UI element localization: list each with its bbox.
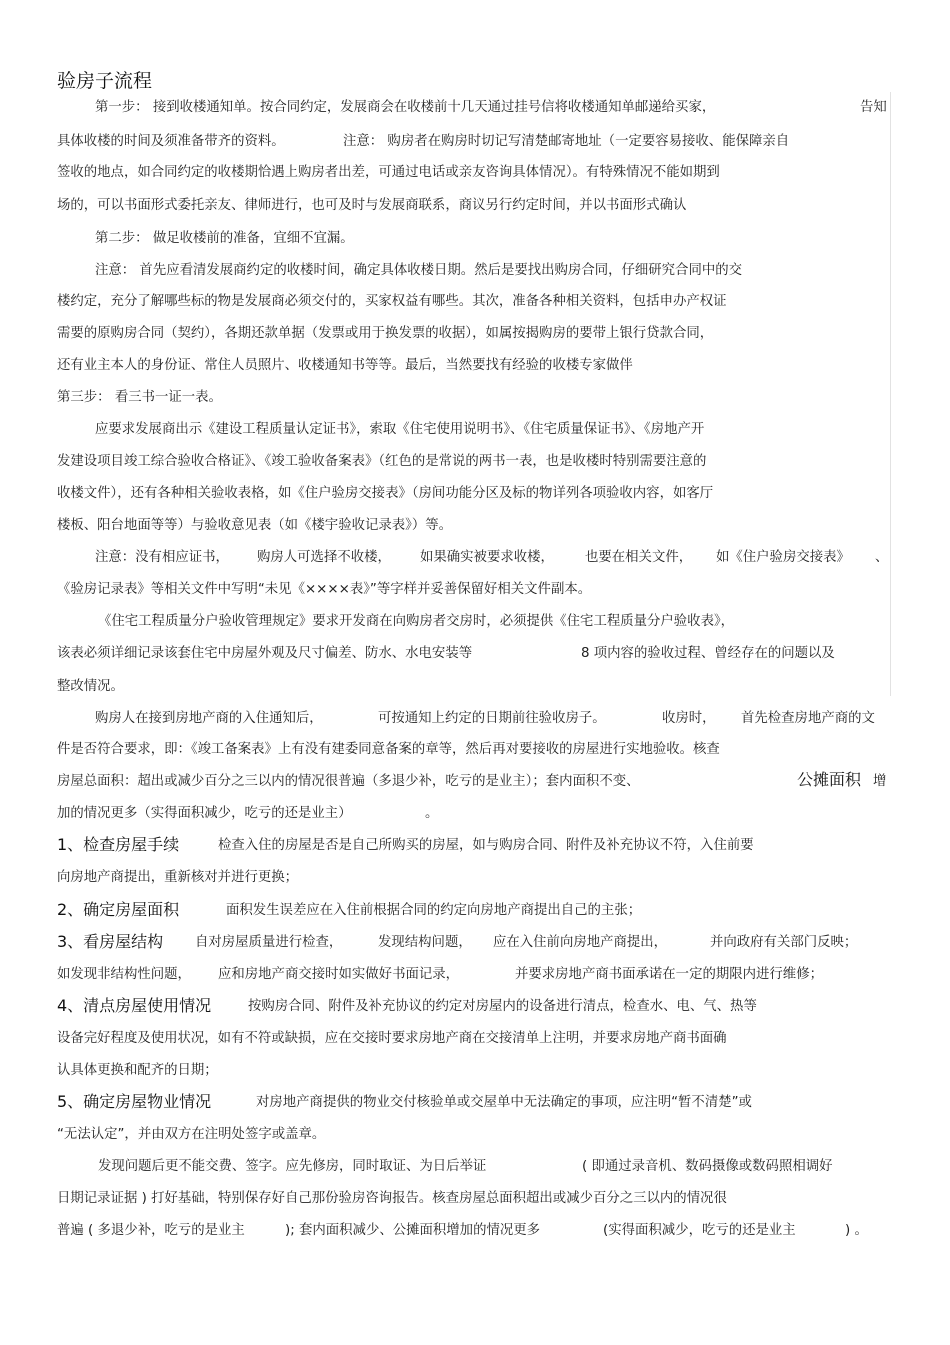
- paragraph-line: 设备完好程度及使用状况，如有不符或缺损，应在交接时要求房地产商在交接清单上注明，并要求房地产商书面确: [57, 1031, 727, 1046]
- paragraph-line: 。: [425, 806, 439, 821]
- paragraph-line: 楼约定，充分了解哪些标的物是发展商必须交付的，买家权益有哪些。其次，准备各种相关资料，包括申办产权证: [57, 294, 727, 309]
- document-title: 验房子流程: [57, 70, 153, 92]
- paragraph-line: 应和房地产商交接时如实做好书面记录，: [218, 967, 460, 982]
- paragraph-line: ); 套内面积减少、公摊面积增加的情况更多: [285, 1223, 541, 1238]
- section-heading: 4、清点房屋使用情况: [57, 996, 212, 1015]
- paragraph-line: 增: [873, 774, 887, 789]
- paragraph-line: 应要求发展商出示《建设工程质量认定证书》，索取《住宅使用说明书》、《住宅质量保证书》、《房地产开: [95, 422, 705, 437]
- paragraph-line: 如《住户验房交接表》: [716, 550, 850, 565]
- paragraph-line: 发现结构问题，: [378, 935, 472, 950]
- paragraph-line: 8 项内容的验收过程、曾经存在的问题以及: [581, 646, 835, 661]
- section-heading: 5、确定房屋物业情况: [57, 1092, 212, 1111]
- paragraph-line: 首先检查房地产商的文: [741, 711, 875, 726]
- paragraph-line: 签收的地点，如合同约定的收楼期恰遇上购房者出差，可通过电话或亲友咨询具体情况）。有特殊情况不能如期到: [57, 165, 720, 180]
- paragraph-line: 可按通知上约定的日期前往验收房子。: [378, 711, 606, 726]
- paragraph-line: 还有业主本人的身份证、常住人员照片、收楼通知书等等。最后，当然要找有经验的收楼专家做伴: [57, 358, 633, 373]
- paragraph-line: 购房人可选择不收楼，: [257, 550, 391, 565]
- emphasis-text: 公摊面积: [797, 770, 862, 789]
- paragraph-line: 《验房记录表》等相关文件中写明“未见《××××表》”等字样并妥善保留好相关文件副本。: [57, 582, 592, 597]
- paragraph-line: 也要在相关文件，: [585, 550, 693, 565]
- paragraph-line: 具体收楼的时间及须准备带齐的资料。: [57, 134, 285, 149]
- section-heading: 3、看房屋结构: [57, 932, 164, 951]
- margin-line: [890, 92, 891, 696]
- paragraph-line: 日期记录证据 ) 打好基础，特别保存好自己那份验房咨询报告。核查房屋总面积超出或减少百分之三以内的情况很: [57, 1191, 727, 1206]
- paragraph-line: 向房地产商提出，重新核对并进行更换；: [57, 870, 299, 885]
- paragraph-line: 自对房屋质量进行检查，: [195, 935, 343, 950]
- paragraph-line: 注意： 首先应看清发展商约定的收楼时间，确定具体收楼日期。然后是要找出购房合同，仔细研究合同中的交: [95, 263, 743, 278]
- paragraph-line: 告知: [860, 100, 887, 115]
- paragraph-line: 需要的原购房合同（契约），各期还款单据（发票或用于换发票的收据），如属按揭购房的要带上银行贷款合同，: [57, 326, 714, 341]
- paragraph-line: 按购房合同、附件及补充协议的约定对房屋内的设备进行清点，检查水、电、气、热等: [248, 999, 757, 1014]
- paragraph-line: 如果确实被要求收楼，: [420, 550, 554, 565]
- section-heading: 2、确定房屋面积: [57, 900, 180, 919]
- paragraph-line: 并向政府有关部门反映；: [710, 935, 858, 950]
- paragraph-line: 收楼文件），还有各种相关验收表格，如《住户验房交接表》（房间功能分区及标的物详列各项验收内容，如客厅: [57, 486, 714, 501]
- step-heading: 第二步： 做足收楼前的准备，宜细不宜漏。: [95, 231, 354, 246]
- paragraph-line: 注意：没有相应证书，: [95, 550, 229, 565]
- paragraph-line: 第一步： 接到收楼通知单。按合同约定，发展商会在收楼前十几天通过挂号信将收楼通知单邮递给买家，: [95, 100, 716, 115]
- paragraph-line: 面积发生误差应在入住前根据合同的约定向房地产商提出自己的主张；: [226, 903, 642, 918]
- section-heading: 1、检查房屋手续: [57, 835, 180, 854]
- paragraph-line: 该表必须详细记录该套住宅中房屋外观及尺寸偏差、防水、水电安装等: [57, 646, 473, 661]
- paragraph-line: ( 即通过录音机、数码摄像或数码照相调好: [582, 1159, 833, 1174]
- paragraph-line: ) 。: [845, 1223, 868, 1238]
- paragraph-line: 对房地产商提供的物业交付核验单或交屋单中无法确定的事项，应注明“暂不清楚”或: [256, 1095, 752, 1110]
- paragraph-line: 、: [875, 550, 889, 565]
- paragraph-line: 检查入住的房屋是否是自己所购买的房屋，如与购房合同、附件及补充协议不符，入住前要: [218, 838, 754, 853]
- paragraph-line: 收房时，: [662, 711, 716, 726]
- paragraph-line: 房屋总面积：超出或减少百分之三以内的情况很普遍（多退少补，吃亏的是业主）；套内面积不变、: [57, 774, 640, 789]
- paragraph-line: (实得面积减少，吃亏的还是业主: [603, 1223, 796, 1238]
- step-heading: 第三步： 看三书一证一表。: [57, 390, 222, 405]
- paragraph-line: 《住宅工程质量分户验收管理规定》要求开发商在向购房者交房时，必须提供《住宅工程质量分户验收表》，: [98, 614, 735, 629]
- paragraph-line: 并要求房地产商书面承诺在一定的期限内进行维修；: [515, 967, 823, 982]
- paragraph-line: 楼板、阳台地面等等）与验收意见表（如《楼宇验收记录表》）等。: [57, 518, 453, 533]
- paragraph-line: 注意： 购房者在购房时切记写清楚邮寄地址（一定要容易接收、能保障亲自: [343, 134, 790, 149]
- paragraph-line: 普遍 ( 多退少补，吃亏的是业主: [57, 1223, 245, 1238]
- paragraph-line: 场的，可以书面形式委托亲友、律师进行，也可及时与发展商联系，商议另行约定时间，并以书面形式确认: [57, 198, 687, 213]
- paragraph-line: 发现问题后更不能交费、签字。应先修房，同时取证、为日后举证: [98, 1159, 487, 1174]
- paragraph-line: 应在入住前向房地产商提出，: [493, 935, 668, 950]
- paragraph-line: 购房人在接到房地产商的入住通知后，: [95, 711, 323, 726]
- paragraph-line: 整改情况。: [57, 679, 124, 694]
- paragraph-line: 发建设项目竣工综合验收合格证》、《竣工验收备案表》（红色的是常说的两书一表，也是收楼时特别需要注意的: [57, 454, 707, 469]
- paragraph-line: 件是否符合要求，即：《竣工备案表》上有没有建委同意备案的章等，然后再对要接收的房屋进行实地验收。核查: [57, 742, 720, 757]
- paragraph-line: 加的情况更多（实得面积减少，吃亏的还是业主）: [57, 806, 352, 821]
- paragraph-line: “无法认定”，并由双方在注明处签字或盖章。: [57, 1127, 326, 1142]
- paragraph-line: 如发现非结构性问题，: [57, 967, 191, 982]
- paragraph-line: 认具体更换和配齐的日期；: [57, 1063, 218, 1078]
